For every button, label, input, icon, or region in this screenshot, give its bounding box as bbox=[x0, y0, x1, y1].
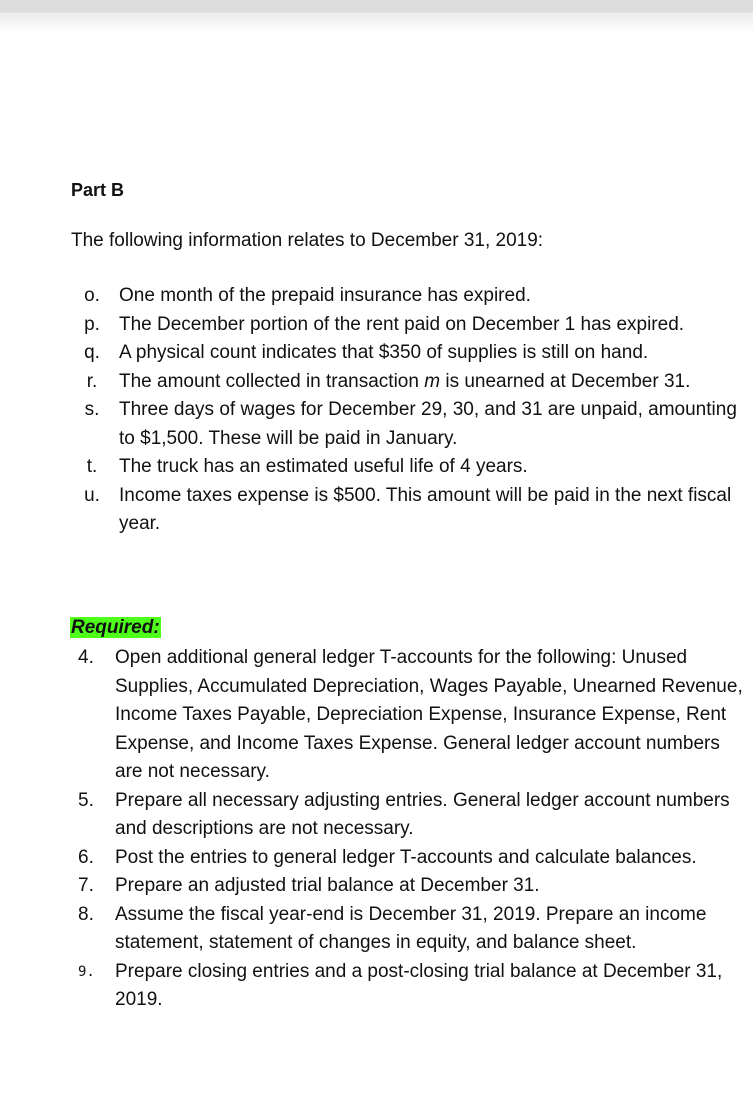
list-item-text-before: The amount collected in transaction bbox=[119, 370, 425, 392]
list-number: 8. bbox=[78, 903, 94, 925]
list-number: 9. bbox=[78, 963, 95, 980]
part-title: Part B bbox=[71, 180, 125, 200]
list-item bbox=[75, 368, 745, 397]
list-item bbox=[75, 311, 745, 340]
list-number: 5. bbox=[78, 789, 94, 811]
intro-text: The following information relates to December 31, 2019: bbox=[71, 230, 544, 251]
list-item-text: The truck has an estimated useful life of 4 years. bbox=[119, 456, 528, 477]
list-item-text: The December portion of the rent paid on December 1 has expired. bbox=[119, 313, 685, 335]
list-item bbox=[75, 958, 747, 1015]
list-item bbox=[75, 482, 745, 539]
list-item bbox=[75, 844, 747, 873]
list-item bbox=[75, 901, 747, 958]
list-marker: r. bbox=[86, 370, 98, 392]
list-marker: t. bbox=[86, 456, 98, 477]
list-item-text: Assume the fiscal year-end is December 31, 2019. Prepare an income statement, statement of changes in equity, and balance sheet. bbox=[115, 903, 707, 953]
list-number: 7. bbox=[78, 875, 94, 896]
list-item-text: Prepare closing entries and a post-closing trial balance at December 31, 2019. bbox=[115, 960, 723, 1010]
list-item bbox=[75, 787, 747, 844]
list-marker: p. bbox=[84, 313, 100, 335]
list-marker: o. bbox=[84, 285, 100, 306]
list-item bbox=[75, 396, 745, 453]
info-list bbox=[75, 282, 745, 539]
list-item bbox=[75, 644, 747, 787]
list-marker: s. bbox=[84, 399, 100, 420]
transaction-letter: m bbox=[424, 370, 441, 392]
list-marker: q. bbox=[84, 342, 100, 363]
list-number: 6. bbox=[78, 846, 94, 868]
list-item-text: Three days of wages for December 29, 30, and 31 are unpaid, amounting to $1,500. These will be paid in January. bbox=[119, 399, 737, 449]
list-item bbox=[75, 282, 745, 311]
list-marker: u. bbox=[84, 484, 100, 506]
required-list bbox=[75, 644, 747, 1015]
list-item bbox=[75, 453, 745, 482]
list-item-text-after: is unearned at December 31. bbox=[440, 370, 691, 392]
required-label: Required: bbox=[71, 617, 160, 638]
list-item-text: Open additional general ledger T-accounts for the following: Unused Supplies, Accumulated Depreciation, Wages Payable, Unearned Revenue, Income Taxes Payable, Depreciation Expense, Insurance Expense, Rent Expense, and Income Taxes Expense. General ledger account numbers are not necessary. bbox=[115, 647, 743, 782]
list-item-text: Prepare an adjusted trial balance at December 31. bbox=[115, 875, 540, 896]
list-item-text: One month of the prepaid insurance has expired. bbox=[119, 285, 531, 306]
list-number: 4. bbox=[78, 647, 94, 668]
list-item bbox=[75, 872, 747, 901]
list-item-text bbox=[119, 368, 745, 397]
list-item-text: Income taxes expense is $500. This amount will be paid in the next fiscal year. bbox=[119, 484, 732, 534]
list-item-text: A physical count indicates that $350 of supplies is still on hand. bbox=[119, 342, 649, 363]
list-item bbox=[75, 339, 745, 368]
required-heading bbox=[70, 615, 161, 641]
page-top-bar bbox=[0, 0, 753, 34]
list-item-text: Post the entries to general ledger T-accounts and calculate balances. bbox=[115, 846, 697, 868]
list-item-text: Prepare all necessary adjusting entries. General ledger account numbers and descriptions are not necessary. bbox=[115, 789, 730, 839]
